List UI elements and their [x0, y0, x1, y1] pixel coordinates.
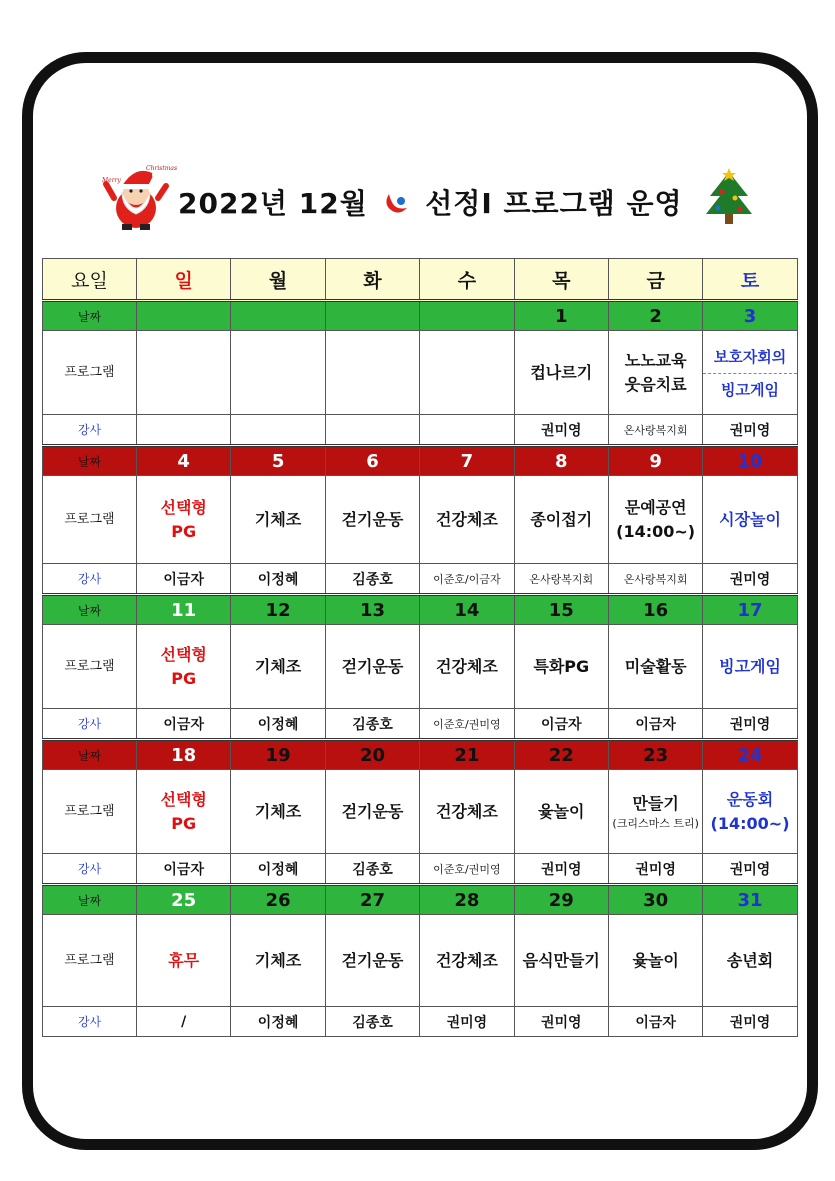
program-time: (14:00~) — [710, 813, 790, 833]
date-cell: 16 — [608, 595, 702, 625]
instructor-cell: 이금자 — [608, 1007, 702, 1037]
program-cell — [703, 770, 797, 854]
program-label: 프로그램 — [43, 915, 137, 1007]
instructor-cell: 이금자 — [137, 709, 231, 740]
instructor-cell: 이정혜 — [231, 1007, 325, 1037]
weekday-thu: 목 — [514, 259, 608, 301]
title-date: 2022년 12월 — [178, 187, 368, 220]
program-title: 운동회 — [726, 789, 774, 809]
program-cell — [231, 331, 325, 415]
program-row — [43, 915, 798, 1007]
program-row — [43, 331, 798, 415]
program-cell: 걷기운동 — [325, 625, 419, 709]
program-cell: 윷놀이 — [514, 770, 608, 854]
instructor-cell: 온사랑복지회 — [608, 564, 702, 595]
date-cell: 22 — [514, 740, 608, 770]
date-cell: 5 — [231, 446, 325, 476]
instructor-cell: 이금자 — [608, 709, 702, 740]
program-cell: 컵나르기 — [514, 331, 608, 415]
instructor-cell: 권미영 — [514, 1007, 608, 1037]
christmas-tree-icon — [702, 168, 756, 230]
program-cell — [325, 331, 419, 415]
date-cell: 29 — [514, 885, 608, 915]
program-time: (14:00~) — [616, 521, 696, 541]
instructor-label: 강사 — [43, 709, 137, 740]
program-cell: 기체조 — [231, 476, 325, 564]
program-row — [43, 770, 798, 854]
date-cell — [420, 301, 514, 331]
date-row — [43, 595, 798, 625]
program-cell: 걷기운동 — [325, 476, 419, 564]
program-cell — [137, 331, 231, 415]
program-title: 만들기 — [632, 793, 679, 813]
date-cell: 26 — [231, 885, 325, 915]
program-cell: 걷기운동 — [325, 770, 419, 854]
date-cell: 14 — [420, 595, 514, 625]
program-cell — [703, 331, 797, 415]
instructor-cell: 이정혜 — [231, 564, 325, 595]
date-cell: 24 — [703, 740, 797, 770]
instructor-cell: 권미영 — [608, 854, 702, 885]
program-cell: 노노교육 웃음치료 — [608, 331, 702, 415]
program-cell: 건강체조 — [420, 476, 514, 564]
title-row — [0, 160, 835, 230]
weekday-label: 요일 — [43, 259, 137, 301]
program-cell: 휴무 — [137, 915, 231, 1007]
date-cell: 1 — [514, 301, 608, 331]
date-label: 날짜 — [43, 301, 137, 331]
weekday-header-row — [43, 259, 798, 301]
program-cell: 기체조 — [231, 915, 325, 1007]
program-cell — [608, 770, 702, 854]
instructor-cell: 이금자 — [137, 564, 231, 595]
instructor-cell: 김종호 — [325, 1007, 419, 1037]
date-label: 날짜 — [43, 595, 137, 625]
santa-icon — [100, 162, 178, 232]
date-cell: 8 — [514, 446, 608, 476]
instructor-cell: 이준호/이금자 — [420, 564, 514, 595]
date-cell — [137, 301, 231, 331]
instructor-cell: 김종호 — [325, 564, 419, 595]
program-cell: 기체조 — [231, 625, 325, 709]
program-calendar — [42, 258, 798, 1037]
instructor-cell: 이준호/권미영 — [420, 854, 514, 885]
program-cell: 특화PG — [514, 625, 608, 709]
instructor-cell: 이금자 — [514, 709, 608, 740]
instructor-cell: 이정혜 — [231, 709, 325, 740]
date-row — [43, 885, 798, 915]
date-cell: 30 — [608, 885, 702, 915]
instructor-cell: 권미영 — [514, 415, 608, 446]
instructor-cell — [231, 415, 325, 446]
date-cell: 9 — [608, 446, 702, 476]
date-cell: 3 — [703, 301, 797, 331]
instructor-label: 강사 — [43, 1007, 137, 1037]
instructor-row — [43, 415, 798, 446]
instructor-row — [43, 1007, 798, 1037]
date-label: 날짜 — [43, 446, 137, 476]
date-label: 날짜 — [43, 885, 137, 915]
program-sat-1: 보호자회의 — [703, 339, 796, 374]
date-cell: 19 — [231, 740, 325, 770]
program-cell: 기체조 — [231, 770, 325, 854]
instructor-row — [43, 709, 798, 740]
program-cell — [420, 331, 514, 415]
date-cell: 4 — [137, 446, 231, 476]
instructor-cell: 이정혜 — [231, 854, 325, 885]
program-cell: 선택형 PG — [137, 625, 231, 709]
page-title — [178, 182, 683, 222]
date-row — [43, 446, 798, 476]
program-cell: 송년회 — [703, 915, 797, 1007]
instructor-cell: 이준호/권미영 — [420, 709, 514, 740]
weekday-sun: 일 — [137, 259, 231, 301]
program-cell: 시장놀이 — [703, 476, 797, 564]
program-cell: 건강체조 — [420, 770, 514, 854]
date-cell: 28 — [420, 885, 514, 915]
program-cell — [608, 476, 702, 564]
instructor-row — [43, 854, 798, 885]
title-text: 선정I 프로그램 운영 — [425, 187, 683, 220]
instructor-cell — [420, 415, 514, 446]
date-row — [43, 301, 798, 331]
date-cell: 10 — [703, 446, 797, 476]
instructor-cell: 권미영 — [420, 1007, 514, 1037]
date-cell: 2 — [608, 301, 702, 331]
date-cell: 25 — [137, 885, 231, 915]
instructor-cell: 권미영 — [703, 415, 797, 446]
date-cell: 17 — [703, 595, 797, 625]
weekday-sat: 토 — [703, 259, 797, 301]
date-cell: 12 — [231, 595, 325, 625]
date-cell: 21 — [420, 740, 514, 770]
date-cell — [325, 301, 419, 331]
date-cell: 23 — [608, 740, 702, 770]
instructor-cell — [325, 415, 419, 446]
svg-text:Christmas: Christmas — [146, 165, 178, 172]
program-label: 프로그램 — [43, 625, 137, 709]
program-label: 프로그램 — [43, 476, 137, 564]
program-cell: 종이접기 — [514, 476, 608, 564]
instructor-cell — [137, 415, 231, 446]
logo-icon — [383, 190, 411, 216]
program-cell: 건강체조 — [420, 915, 514, 1007]
instructor-cell: 김종호 — [325, 709, 419, 740]
instructor-cell: 권미영 — [703, 709, 797, 740]
weekday-tue: 화 — [325, 259, 419, 301]
program-cell: 선택형 PG — [137, 476, 231, 564]
program-cell: 음식만들기 — [514, 915, 608, 1007]
instructor-cell: 권미영 — [703, 854, 797, 885]
program-title: 문예공연 — [624, 497, 687, 517]
instructor-row — [43, 564, 798, 595]
program-row — [43, 476, 798, 564]
program-row — [43, 625, 798, 709]
date-cell: 31 — [703, 885, 797, 915]
date-cell: 20 — [325, 740, 419, 770]
program-sat-2: 빙고게임 — [721, 381, 780, 399]
instructor-label: 강사 — [43, 564, 137, 595]
weekday-wed: 수 — [420, 259, 514, 301]
date-cell: 13 — [325, 595, 419, 625]
date-cell: 18 — [137, 740, 231, 770]
instructor-cell: 이금자 — [137, 854, 231, 885]
program-label: 프로그램 — [43, 331, 137, 415]
instructor-cell: 권미영 — [514, 854, 608, 885]
instructor-cell: / — [137, 1007, 231, 1037]
program-note: (크리스마스 트리) — [612, 816, 699, 830]
instructor-cell: 온사랑복지회 — [514, 564, 608, 595]
program-label: 프로그램 — [43, 770, 137, 854]
instructor-cell: 김종호 — [325, 854, 419, 885]
instructor-cell: 권미영 — [703, 564, 797, 595]
program-cell: 미술활동 — [608, 625, 702, 709]
instructor-cell: 권미영 — [703, 1007, 797, 1037]
svg-text:Merry: Merry — [102, 177, 121, 184]
instructor-cell: 온사랑복지회 — [608, 415, 702, 446]
program-cell: 빙고게임 — [703, 625, 797, 709]
instructor-label: 강사 — [43, 415, 137, 446]
date-cell: 15 — [514, 595, 608, 625]
program-cell: 걷기운동 — [325, 915, 419, 1007]
program-cell: 선택형 PG — [137, 770, 231, 854]
weekday-fri: 금 — [608, 259, 702, 301]
program-cell: 건강체조 — [420, 625, 514, 709]
date-label: 날짜 — [43, 740, 137, 770]
instructor-label: 강사 — [43, 854, 137, 885]
date-cell: 27 — [325, 885, 419, 915]
date-cell: 7 — [420, 446, 514, 476]
date-cell: 11 — [137, 595, 231, 625]
date-cell: 6 — [325, 446, 419, 476]
date-cell — [231, 301, 325, 331]
program-cell: 윷놀이 — [608, 915, 702, 1007]
date-row — [43, 740, 798, 770]
weekday-mon: 월 — [231, 259, 325, 301]
